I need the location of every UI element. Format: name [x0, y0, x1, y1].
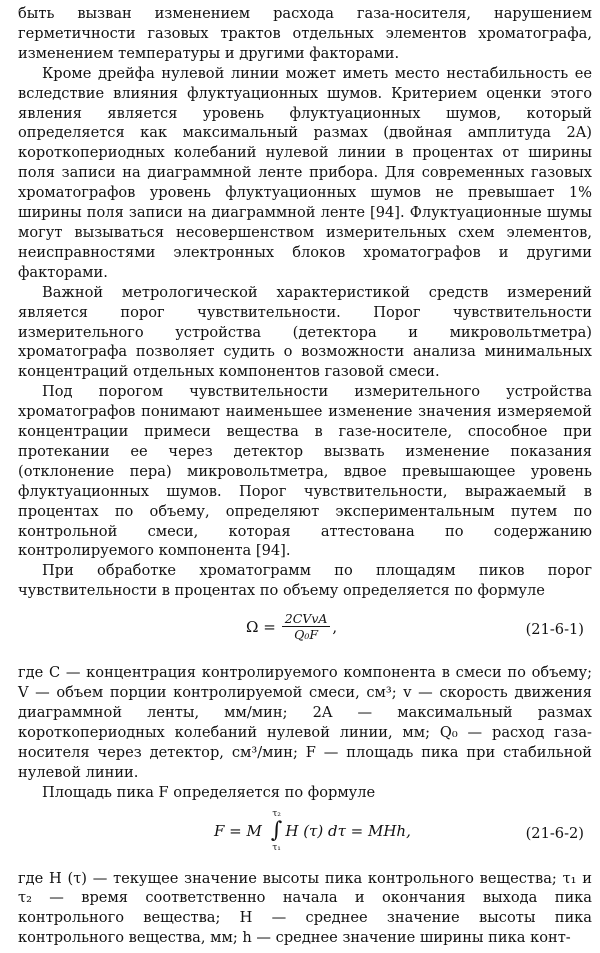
paragraph-integral-variables: где H (τ) — текущее значение высоты пика контрольного вещества; τ₁ и τ₂ — время соответственно начала и окончания выхода пика контрольного вещества; H — среднее значение высоты пика контрольного вещества, мм; h — среднее значение ширины пика конт- [18, 869, 592, 947]
formula-fraction [282, 611, 331, 642]
formula-lhs: F = M [214, 821, 262, 840]
equation-number: (21-6-2) [525, 824, 584, 842]
paragraph-formula-intro: При обработке хроматограмм по площадям пиков порог чувствительности в процентах по объему определяется по формуле [18, 562, 592, 600]
integral-upper-limit: τ₂ [272, 808, 281, 819]
formula-numerator: 2CVvA [282, 611, 331, 627]
paragraph-sensitivity: Важной метрологической характеристикой средств измерений является порог чувствительности. Порог чувствительности измерительного устройства (детектора и микровольтметра) хроматографа позволяет судить о возможности анализа минимальных концентраций отдельных компонентов газовой смеси. [18, 283, 592, 381]
paragraph-peak-area-intro: Площадь пика F определяется по формуле [42, 783, 376, 801]
paragraph-variables: где C — концентрация контролируемого компонента в смеси по объему; V — объем порции контролируемой смеси, см³; v — скорость движения диаграммной ленты, мм/мин; 2A — максимальный размах короткопериодных колебаний нулевой линии, мм; Q₀ — расход газа-носителя через детектор, см³/мин; F — площадь пика при стабильной нулевой линии. [18, 664, 592, 781]
paragraph-noise: Кроме дрейфа нулевой линии может иметь место нестабильность ее вследствие влияния флуктуационных шумов. Критерием оценки этого явления является уровень флуктуационных шумов, который определяется как максимальный размах (двойная амплитуда 2A) короткопериодных колебаний нулевой линии в процентах от ширины поля записи на диаграммной ленте прибора. Для современных газовых хроматографов уровень флуктуационных шумов не превышает 1% ширины поля записи на диаграммной ленте [94]. Флуктуационные шумы могут вызываться несовершенством измерительных схем элементов, неисправностями электронных блоков хроматографов и другими факторами. [18, 64, 592, 281]
formula-21-6-1 [18, 609, 592, 653]
integral-symbol: ∫ [270, 817, 283, 843]
integral-lower-limit: τ₁ [272, 842, 281, 853]
paragraph-threshold-definition: Под порогом чувствительности измерительного устройства хроматографов понимают наименьшее изменение значения измеряемой концентрации примеси вещества в газе-носителе, способное при протекании ее через детектор вызвать изменение показания (отклонение пера) микровольтметра, вдвое превышающее уровень флуктуационных шумов. Порог чувствительности, выражаемый в процентах по объему, определяют экспериментальным путем по контрольной смеси, которая аттестована по содержанию контролируемого компонента [94]. [18, 383, 592, 560]
formula-tail: , [332, 617, 338, 636]
integral-sign [271, 809, 282, 853]
paragraph-continuation: быть вызван изменением расхода газа-носителя, нарушением герметичности газовых трактов отдельных элементов хроматографа, изменением температуры и другими факторами. [18, 5, 592, 62]
formula-denominator: Q₀F [294, 627, 319, 643]
equation-number: (21-6-1) [525, 621, 584, 639]
formula-integrand: H (τ) dτ = MHh, [285, 821, 411, 840]
formula-lhs: Ω = [246, 617, 276, 636]
formula-21-6-2 [18, 809, 592, 861]
